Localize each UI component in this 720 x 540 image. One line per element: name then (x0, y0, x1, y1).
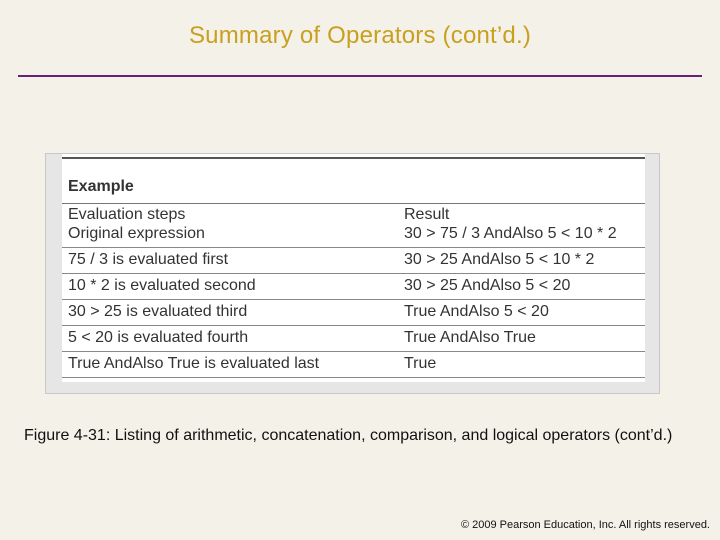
result-cell: True (404, 355, 437, 372)
step-cell: 75 / 3 is evaluated first (68, 251, 229, 268)
table-row (62, 222, 645, 248)
result-cell: 30 > 25 AndAlso 5 < 20 (404, 277, 571, 294)
figure-frame (45, 153, 660, 394)
table-row (62, 274, 645, 300)
table-heading: Example (68, 178, 134, 195)
result-cell: True AndAlso 5 < 20 (404, 303, 549, 320)
column-header-result: Result (404, 206, 450, 223)
copyright-notice: © 2009 Pearson Education, Inc. All rights reserved. (460, 519, 710, 531)
result-cell: 30 > 25 AndAlso 5 < 10 * 2 (404, 251, 595, 268)
operator-table (62, 154, 645, 382)
step-cell: True AndAlso True is evaluated last (68, 355, 320, 372)
step-cell: 5 < 20 is evaluated fourth (68, 329, 249, 346)
table-row (62, 248, 645, 274)
slide-title: Summary of Operators (cont’d.) (188, 22, 532, 49)
title-divider (18, 75, 702, 77)
table-row (62, 300, 645, 326)
column-header-evaluation-steps: Evaluation steps (68, 206, 186, 223)
figure-caption: Figure 4-31: Listing of arithmetic, concatenation, comparison, and logical operators (cont’d.) (24, 427, 673, 444)
table-row (62, 352, 645, 378)
result-cell: True AndAlso True (404, 329, 536, 346)
step-cell: 10 * 2 is evaluated second (68, 277, 256, 294)
step-cell: 30 > 25 is evaluated third (68, 303, 248, 320)
result-cell: 30 > 75 / 3 AndAlso 5 < 10 * 2 (404, 225, 617, 242)
table-row (62, 326, 645, 352)
step-cell: Original expression (68, 225, 205, 242)
table-header-row (62, 204, 645, 222)
table-top-rule (62, 157, 645, 159)
